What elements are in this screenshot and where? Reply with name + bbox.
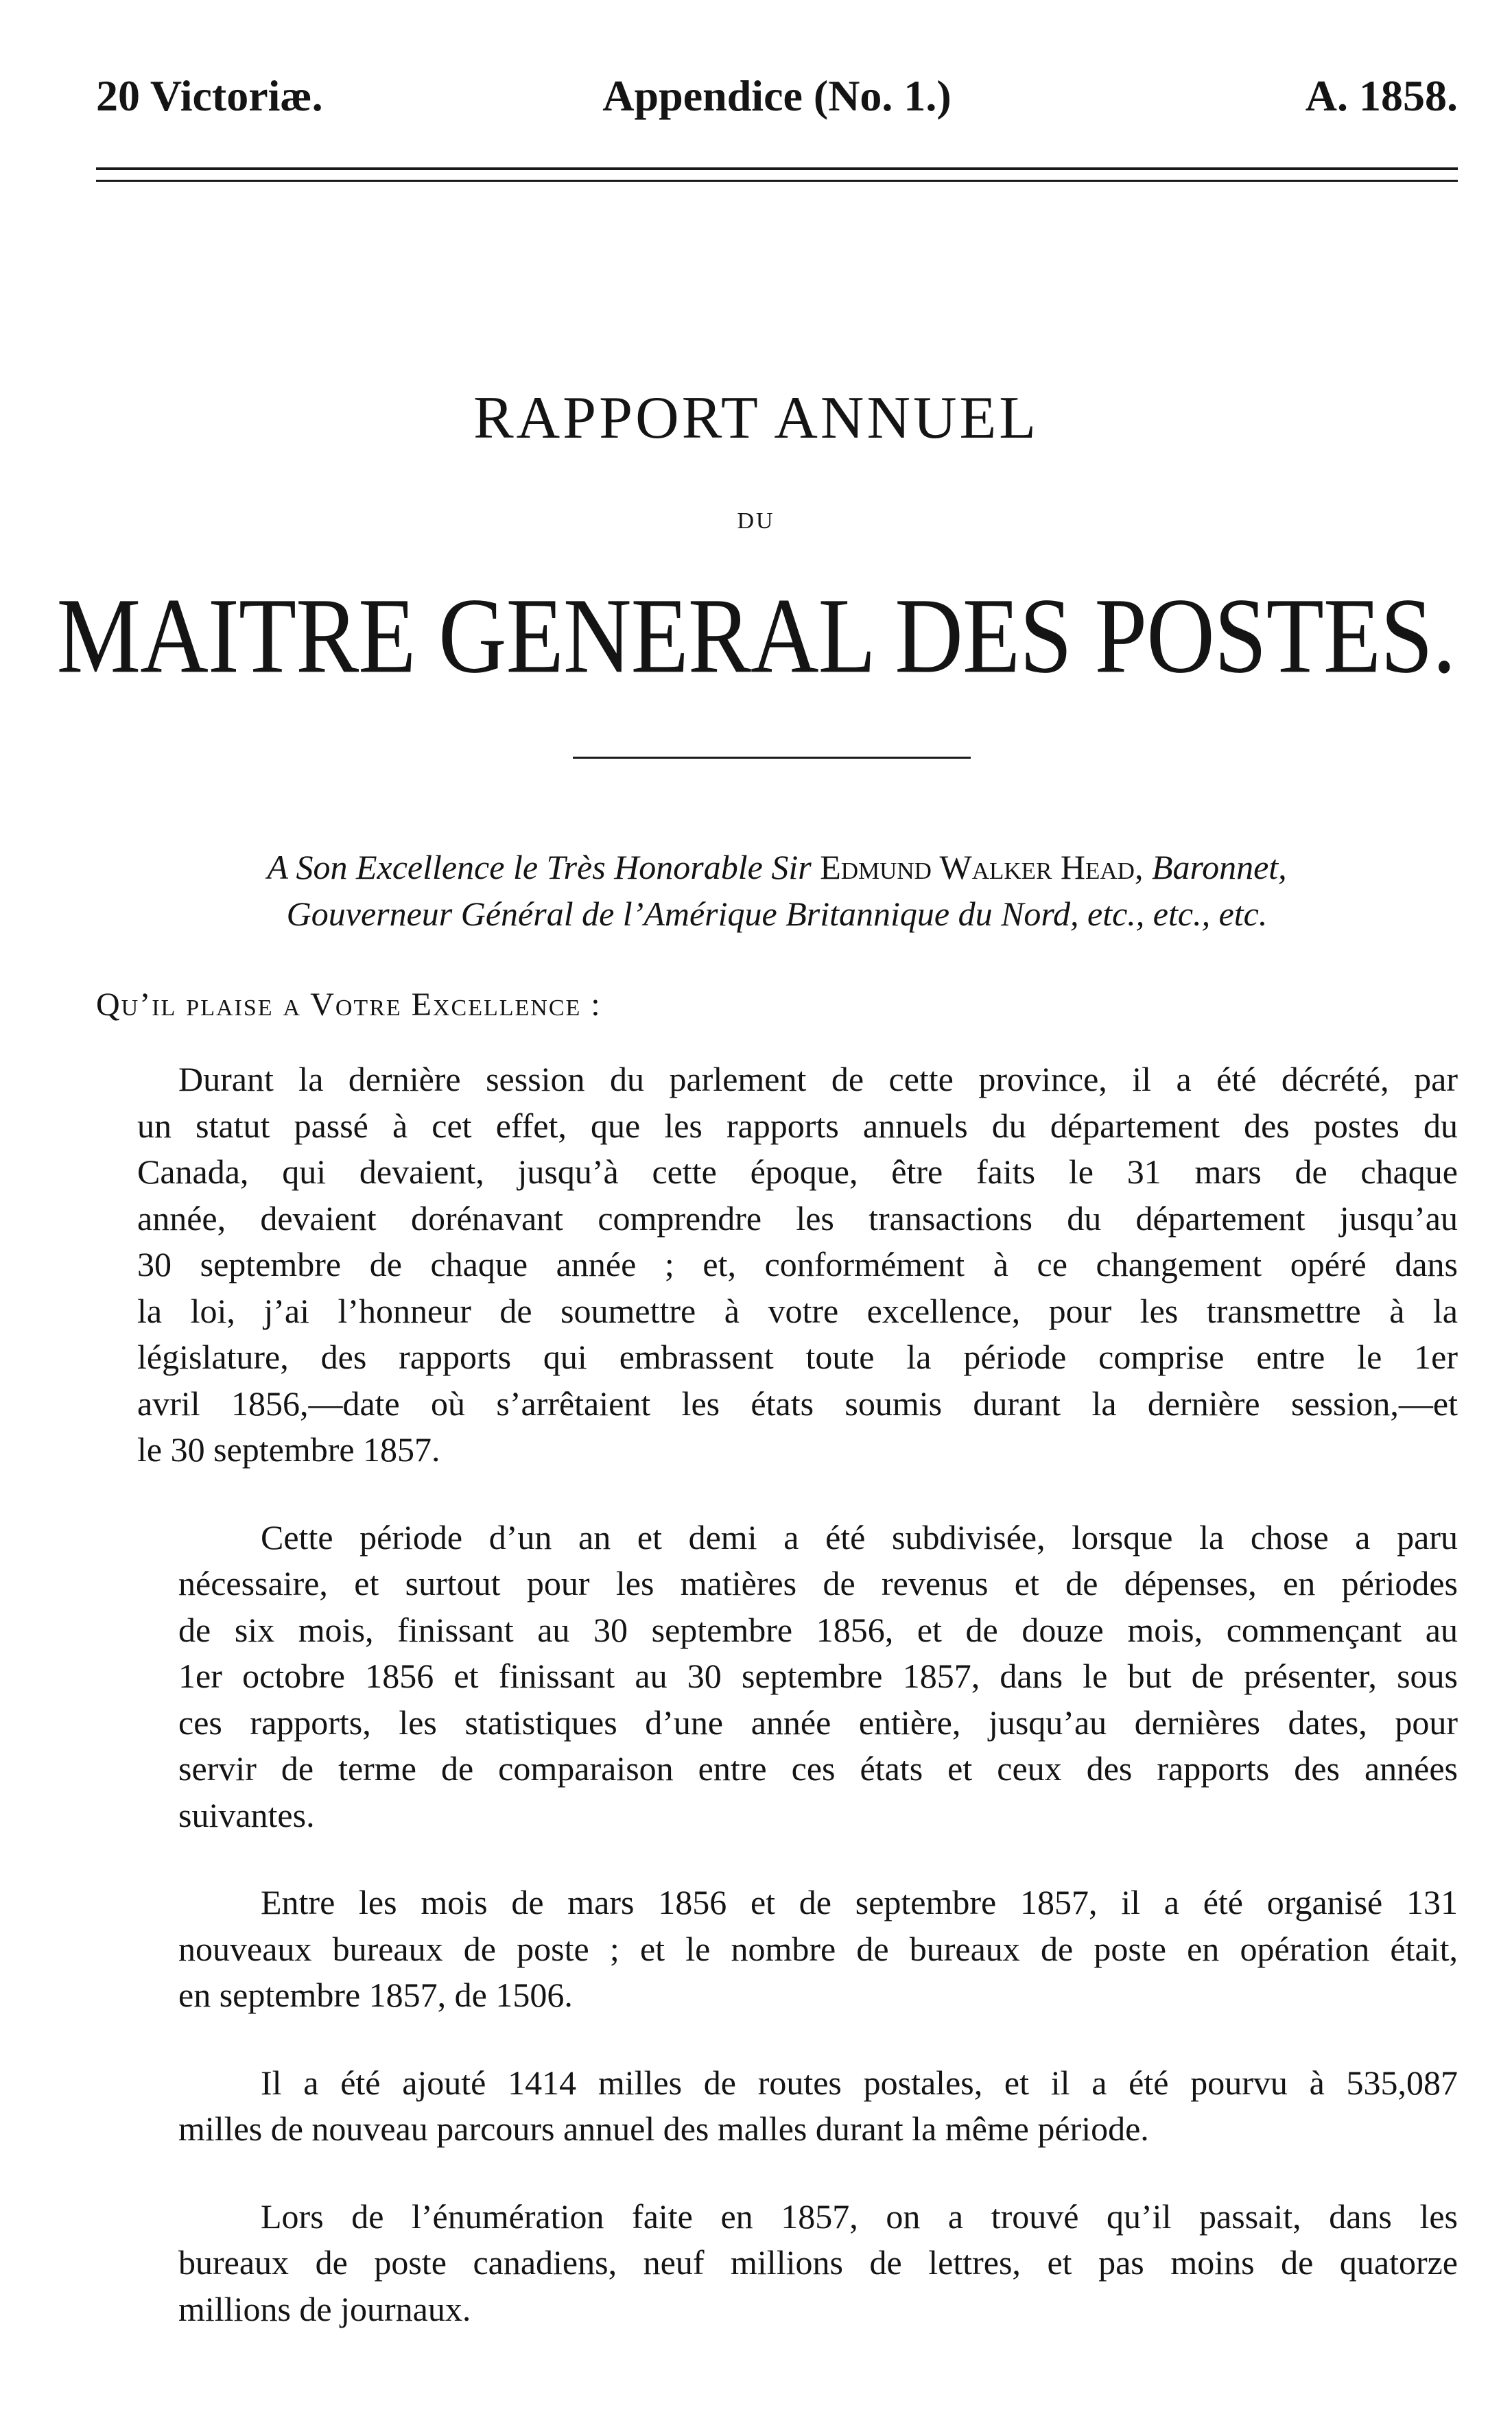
address-line-2: Gouverneur Général de l’Amérique Britannique du Nord, etc., etc., etc. bbox=[286, 895, 1268, 933]
report-title-du: DU bbox=[737, 508, 775, 534]
text-line: Canada, qui devaient, jusqu’à cette époque, être faits le 31 mars de chaque bbox=[137, 1152, 1458, 1191]
paragraph bbox=[96, 1880, 1458, 2019]
text-line: Il a été ajouté 1414 milles de routes postales, et il a été pourvu à 535,087 bbox=[261, 2063, 1458, 2102]
title-divider bbox=[573, 757, 971, 759]
text-line: 1er octobre 1856 et finissant au 30 septembre 1857, dans le but de présenter, sous bbox=[178, 1657, 1458, 1695]
paragraph bbox=[96, 2194, 1458, 2333]
address-line-1-start: A Son Excellence le Très Honorable Sir bbox=[267, 848, 820, 886]
header-rule-top bbox=[96, 167, 1458, 170]
text-line: milles de nouveau parcours annuel des malles durant la même période. bbox=[178, 2109, 1149, 2148]
address-line-1-end: , Baronnet, bbox=[1134, 848, 1287, 886]
text-line: Durant la dernière session du parlement de cette province, il a été décrété, par bbox=[178, 1060, 1458, 1098]
text-line: avril 1856,—date où s’arrêtaient les états soumis durant la dernière session,—et bbox=[137, 1384, 1458, 1423]
header-session: 20 Victoriæ. bbox=[96, 71, 323, 120]
paragraph bbox=[96, 1056, 1458, 1474]
address-line-1 bbox=[96, 844, 1458, 890]
text-line: suivantes. bbox=[178, 1795, 315, 1834]
paragraph bbox=[96, 1515, 1458, 1839]
text-line: de six mois, finissant au 30 septembre 1856, et de douze mois, commençant au bbox=[178, 1610, 1458, 1649]
addressee-name: Edmund Walker Head bbox=[820, 848, 1135, 886]
header-rule-bottom bbox=[96, 180, 1458, 182]
report-title: RAPPORT ANNUEL bbox=[473, 385, 1039, 451]
text-line: législature, des rapports qui embrassent toute la période comprise entre le 1er bbox=[137, 1338, 1458, 1376]
text-line: millions de journaux. bbox=[178, 2289, 471, 2328]
text-line: nécessaire, et surtout pour les matières de revenus et de dépenses, en périodes bbox=[178, 1564, 1458, 1602]
text-line: la loi, j’ai l’honneur de soumettre à votre excellence, pour les transmettre à la bbox=[137, 1291, 1458, 1330]
text-line: 30 septembre de chaque année ; et, conformément à ce changement opéré dans bbox=[137, 1245, 1458, 1284]
text-line: en septembre 1857, de 1506. bbox=[178, 1976, 573, 2014]
text-line: Cette période d’un an et demi a été subdivisée, lorsque la chose a paru bbox=[261, 1517, 1458, 1557]
text-line: le 30 septembre 1857. bbox=[137, 1430, 440, 1469]
text-line: Lors de l’énumération faite en 1857, on a trouvé qu’il passait, dans les bbox=[261, 2197, 1458, 2236]
text-line: Entre les mois de mars 1856 et de septembre 1857, il a été organisé 131 bbox=[261, 1883, 1458, 1921]
report-main-title: MAITRE GENERAL DES POSTES. bbox=[56, 576, 1456, 696]
header-year: A. 1858. bbox=[1305, 71, 1458, 120]
text-line: nouveaux bureaux de poste ; et le nombre de bureaux de poste en opération était, bbox=[178, 1929, 1458, 1968]
text-line: un statut passé à cet effet, que les rapports annuels du département des postes du bbox=[137, 1106, 1458, 1145]
text-line: année, devaient dorénavant comprendre les transactions du département jusqu’au bbox=[137, 1198, 1458, 1238]
text-line: bureaux de poste canadiens, neuf millions de lettres, et pas moins de quatorze bbox=[178, 2243, 1458, 2282]
text-line: ces rapports, les statistiques d’une année entière, jusqu’au dernières dates, pour bbox=[178, 1703, 1458, 1742]
address-block bbox=[96, 844, 1458, 937]
running-header bbox=[96, 65, 1458, 127]
body-text bbox=[96, 1056, 1458, 2374]
text-line: servir de terme de comparaison entre ces états et ceux des rapports des années bbox=[178, 1749, 1458, 1788]
paragraph bbox=[96, 2060, 1458, 2153]
salutation: Qu’il plaise a Votre Excellence : bbox=[96, 986, 602, 1023]
header-appendix: Appendice (No. 1.) bbox=[602, 71, 952, 120]
